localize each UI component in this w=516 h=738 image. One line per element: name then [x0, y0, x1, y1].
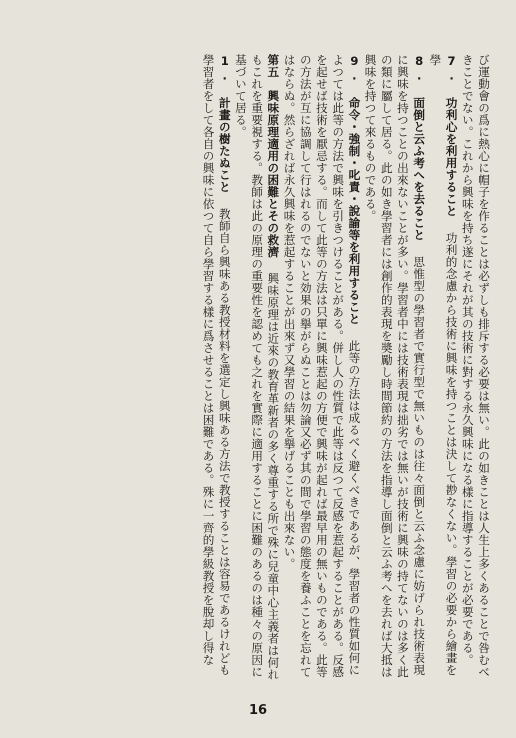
item-heading: 功利心を利用すること [444, 97, 459, 218]
paragraph-text: 教師自ら興味ある教授材料を選定し興味ある方法で教授することは容易であるけれども學習者をして各自の興味に依つて自ら學習する樣に爲させることは困難である。殊に一齊的學級教授を脫却し得な [201, 54, 232, 676]
paragraph-item-8 [362, 54, 427, 686]
paragraph-continuation [460, 54, 492, 686]
paragraph-text: 此等の方法は成るべく避くべきであるが、學習者の性質如何によつては此等の方法で興味を引きつけることがある。併し人の性質で此等は反つて反感を惹起することがある。反感を起せば技術を厭忌する。而して此等の方法は只單に興味惹起の方便で興味が起れば最早用の無いものである。此等の方法が互に協調して行はれるのでないと効果の擧がらぬことは勿論又必ず其の間で學習の態度を養ふことを忘れてはならぬ。然らざれば永久興味を惹起することが出來ず又學習の結果を擧げることも出來ない。 [282, 54, 362, 678]
section-heading: 第五 興味原理適用の困難とその救濟 [266, 54, 281, 258]
vertical-text-body [86, 54, 492, 686]
paragraph-item-9 [281, 54, 362, 686]
item-heading: 計畫の樹たぬこと [217, 97, 232, 194]
paragraph-text: び運動會の爲に熱心に帽子を作ることは必ずしも排斥する必要は無い。此の如きことは人生上多くあることで咎むべきことでない。これから興味を持ち遂にそれが其の技術に對する永久興味になる樣に指導することが必要である。 [460, 54, 491, 678]
paragraph-text: 思惟型の學習者で實行型で無いものは往々面倒と云ふ念慮に妨げられ技術表現に興味を持つことの出來ないことが多い。學習者中には技術表現は拙劣では無いが技術に興味の持てないのは多く此の類に屬して居る。此の如き學習者には創作的表現を奬勵し時間節約の方法を指導し面倒と云ふ考へを去れば大抵は興味を持つて來るものである。 [363, 54, 427, 678]
item-number: 9. [347, 54, 362, 83]
item-number: 8. [412, 54, 427, 83]
paragraph-text: 功利的念慮から技術に興味を持つことは決して尠なくない。學習の必要から繪畫を學 [428, 54, 459, 676]
item-heading: 命令・強制・叱責・說諭等を利用すること [347, 97, 362, 326]
item-number: 1. [217, 54, 232, 83]
item-number: 7. [444, 54, 459, 83]
item-heading: 面倒と云ふ考へを去ること [412, 97, 427, 242]
paragraph-item-1 [200, 54, 232, 686]
paragraph-text: 興味原理は近來の教育革新者の多く尊重する所で殊に兒童中心主義者は何れもこれを重要視する。教師は此の原理の重要性を認めても之れを實際に適用することに困難のあるのは種々の原因に基づいて居る。 [233, 54, 281, 681]
paragraph-item-7 [427, 54, 459, 686]
paragraph-section-5 [233, 54, 282, 686]
page-number: 16 [248, 703, 268, 718]
